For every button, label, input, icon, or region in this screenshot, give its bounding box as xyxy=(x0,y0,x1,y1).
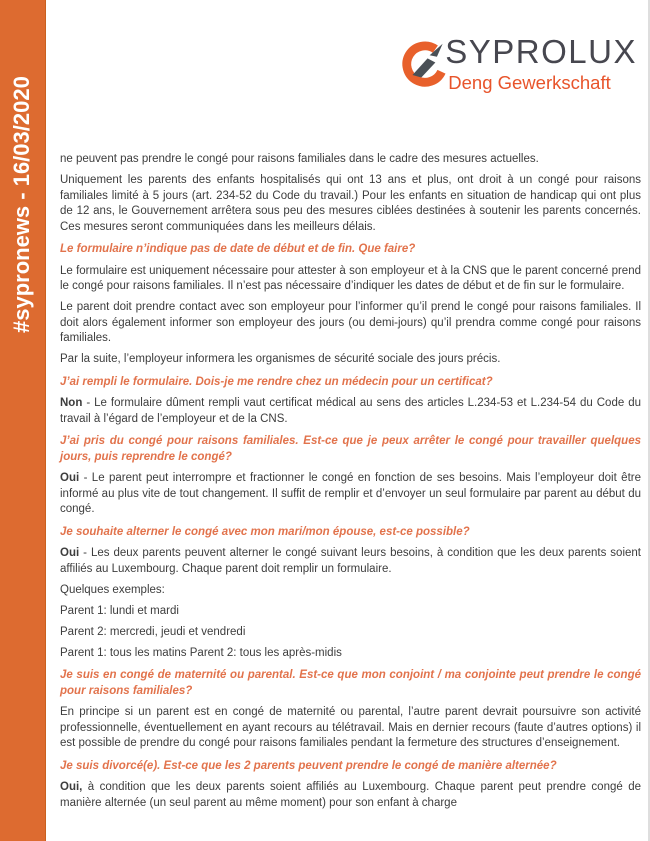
paragraph-answer-divorced xyxy=(60,780,641,811)
paragraph-examples-label: Quelques exemples: xyxy=(60,583,165,596)
answer-lead: Oui, xyxy=(60,781,83,793)
question-divorced: Je suis divorcé(e). Est-ce que les 2 parents peuvent prendre le congé de manière alternée? xyxy=(60,759,557,772)
logo-tagline: Deng Gewerkschaft xyxy=(448,72,611,93)
newsletter-tag-vertical-text: #sypronews - 16/03/2020 xyxy=(9,76,34,333)
answer-lead: Oui xyxy=(60,547,80,559)
article-body xyxy=(60,152,641,817)
paragraph-hospitalised-children: Uniquement les parents des enfants hospitalisés qui ont 13 ans et plus, ont droit à un congé pour raisons familiales limité à 5 jours (art. 234-52 du Code du travail.) Pour les enfants en situation de handicap qui ont plus de 12 ans, le Gouvernement arrêtera sous peu des mesures ciblées destinées à soutenir les parents concernés. Ces mesures seront communiquées dans les meilleurs délais. xyxy=(60,174,641,233)
answer-text: - Les deux parents peuvent alterner le congé suivant leurs besoins, à condition que les deux parents soient affiliés au Luxembourg. Chaque parent doit remplir un formulaire. xyxy=(60,547,641,575)
answer-text: - Le formulaire dûment rempli vaut certificat médical au sens des articles L.234-53 et L.234-54 du Code du travail à l’égard de l’employeur et de la CNS. xyxy=(60,397,641,425)
paragraph-inform-employer: Le parent doit prendre contact avec son employeur pour l’informer qu’il prend le congé pour raisons familiales. Il doit alors également informer son employeur des jours (ou demi-jours) qu’il prendra comme congé pour raisons familiales. xyxy=(60,301,641,344)
sidebar-banner xyxy=(0,0,46,841)
paragraph-answer-maternity: En principe si un parent est en congé de maternité ou parental, l’autre parent devrait poursuivre son activité professionnelle, éventuellement en ayant recours au télétravail. Mais en dernier recours (faute d’autres options) il est possible de prendre du congé pour raisons familiales pendant la fermeture des structures d’enseignement. xyxy=(60,706,641,749)
paragraph-example-1: Parent 1: lundi et mardi xyxy=(60,604,179,617)
answer-text: à condition que les deux parents soient affiliés au Luxembourg. Chaque parent peut prendre congé de manière alternée (un seul parent au même moment) pour son enfant à charge xyxy=(60,781,641,809)
question-maternity-parental: Je suis en congé de maternité ou parental. Est-ce que mon conjoint / ma conjointe peut prendre le congé pour raisons familiales? xyxy=(60,669,641,697)
answer-lead: Oui xyxy=(60,472,80,484)
paragraph-form-purpose: Le formulaire est uniquement nécessaire pour attester à son employeur et à la CNS que le parent concerné prend le congé pour raisons familiales. Il n’est pas nécessaire d’indiquer les dates de début et de fin sur le formulaire. xyxy=(60,264,641,292)
paragraph-answer-alternate xyxy=(60,546,641,577)
paragraph-employer-informs: Par la suite, l’employeur informera les organismes de sécurité sociale des jours précis. xyxy=(60,353,501,365)
paragraph-answer-certificate xyxy=(60,396,641,427)
logo-text-block xyxy=(445,35,637,94)
paragraph-example-2: Parent 2: mercredi, jeudi et vendredi xyxy=(60,625,246,638)
header-logo xyxy=(400,35,637,94)
paragraph-answer-interrupt xyxy=(60,471,641,518)
question-interrupt-leave: J’ai pris du congé pour raisons familiales. Est-ce que je peux arrêter le congé pour travailler quelques jours, puis reprendre le congé? xyxy=(60,435,641,463)
paragraph-example-3: Parent 1: tous les matins Parent 2: tous les après-midis xyxy=(60,646,342,659)
logo-wordmark: SYPROLUX xyxy=(445,33,637,70)
answer-text: - Le parent peut interrompre et fractionner le congé en fonction de ses besoins. Mais l’employeur doit être informé au plus vite de tout changement. Il suffit de remplir et d’envoyer un seul formulaire par parent au début du congé. xyxy=(60,472,641,515)
question-alternate-spouse: Je souhaite alterner le congé avec mon mari/mon épouse, est-ce possible? xyxy=(60,525,470,538)
paragraph-intro-continuation: ne peuvent pas prendre le congé pour raisons familiales dans le cadre des mesures actuelles. xyxy=(60,153,539,165)
question-form-dates: Le formulaire n’indique pas de date de début et de fin. Que faire? xyxy=(60,243,416,255)
answer-lead: Non xyxy=(60,397,83,409)
question-medical-certificate: J’ai rempli le formulaire. Dois-je me rendre chez un médecin pour un certificat? xyxy=(60,375,493,388)
